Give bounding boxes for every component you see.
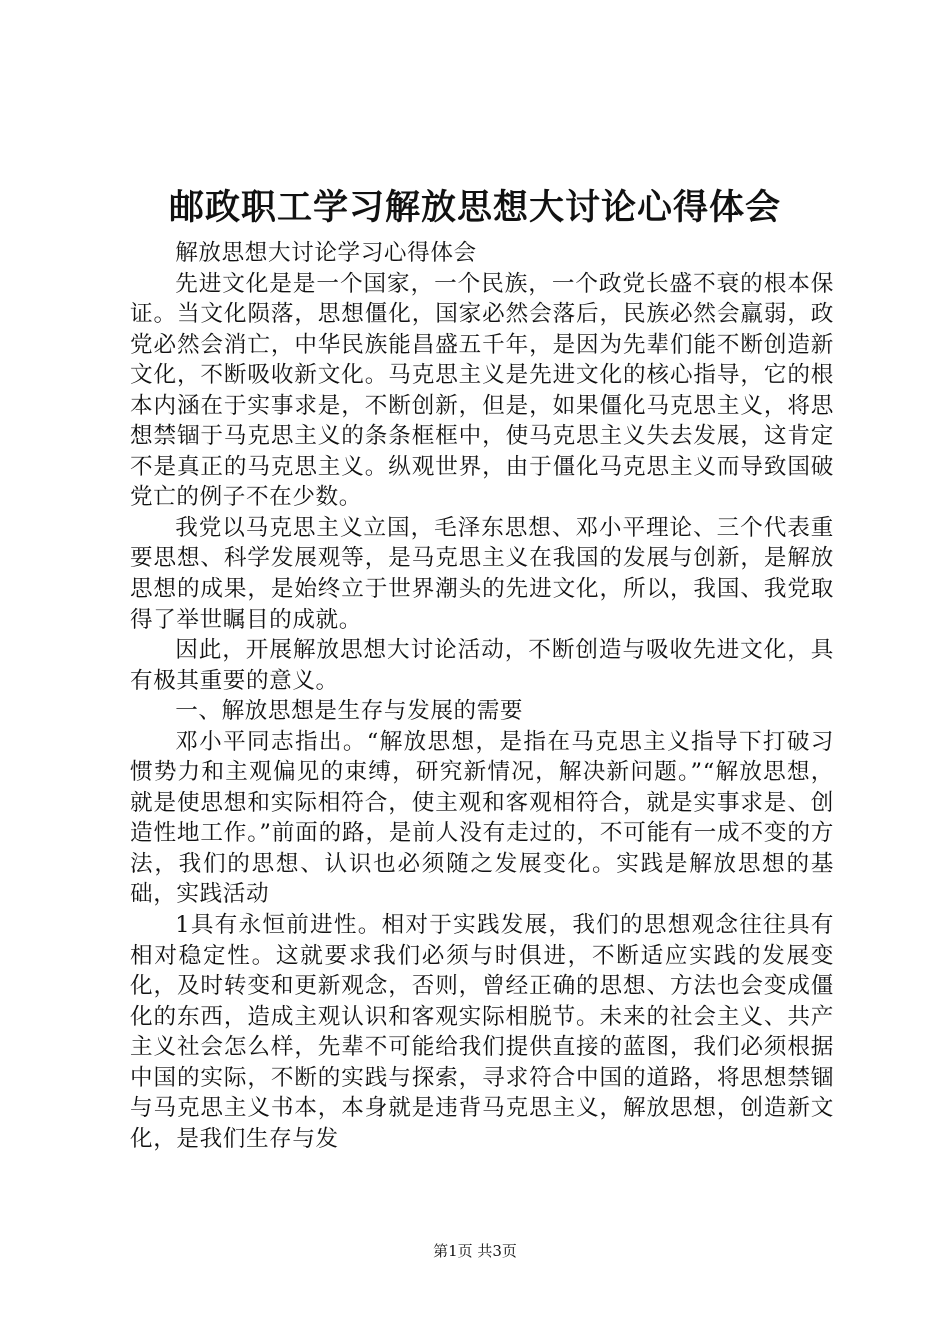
body-paragraph: 1具有永恒前进性。相对于实践发展，我们的思想观念往往具有相对稳定性。这就要求我们必须与时俱进，不断适应实践的发展变化，及时转变和更新观念，否则，曾经正确的思想、方法也会变成僵化的东西，造成主观认识和客观实际相脱节。未来的社会主义、共产主义社会怎么样，先辈不可能给我们提供直接的蓝图，我们必须根据中国的实际，不断的实践与探索，寻求符合中国的道路，将思想禁锢与马克思主义书本，本身就是违背马克思主义，解放思想，创造新文化，是我们生存与发 <box>130 912 834 1152</box>
document-body <box>130 238 834 1154</box>
body-paragraph: 我党以马克思主义立国，毛泽东思想、邓小平理论、三个代表重要思想、科学发展观等，是马克思主义在我国的发展与创新，是解放思想的成果，是始终立于世界潮头的先进文化，所以，我国、我党取得了举世瞩目的成就。 <box>130 514 834 633</box>
document-title: 邮政职工学习解放思想大讨论心得体会 <box>168 187 781 228</box>
body-paragraph: 因此，开展解放思想大讨论活动，不断创造与吸收先进文化，具有极其重要的意义。 <box>130 637 834 694</box>
page-footer: 第1页 共3页 <box>433 1242 517 1260</box>
subtitle-paragraph: 解放思想大讨论学习心得体会 <box>175 240 477 266</box>
body-paragraph: 邓小平同志指出。“解放思想，是指在马克思主义指导下打破习惯势力和主观偏见的束缚，研究新情况，解决新问题。”“解放思想，就是使思想和实际相符合，使主观和客观相符合，就是实事求是、创造性地工作。”前面的路，是前人没有走过的，不可能有一成不变的方法，我们的思想、认识也必须随之发展变化。实践是解放思想的基础，实践活动 <box>130 728 834 908</box>
section-heading: 一、解放思想是生存与发展的需要 <box>175 698 524 725</box>
body-paragraph: 先进文化是是一个国家，一个民族，一个政党长盛不衰的根本保证。当文化陨落，思想僵化，国家必然会落后，民族必然会羸弱，政党必然会消亡，中华民族能昌盛五千年，是因为先辈们能不断创造新文化，不断吸收新文化。马克思主义是先进文化的核心指导，它的根本内涵在于实事求是，不断创新，但是，如果僵化马克思主义，将思想禁锢于马克思主义的条条框框中，使马克思主义失去发展，这肯定不是真正的马克思主义。纵观世界，由于僵化马克思主义而导致国破党亡的例子不在少数。 <box>130 270 834 511</box>
